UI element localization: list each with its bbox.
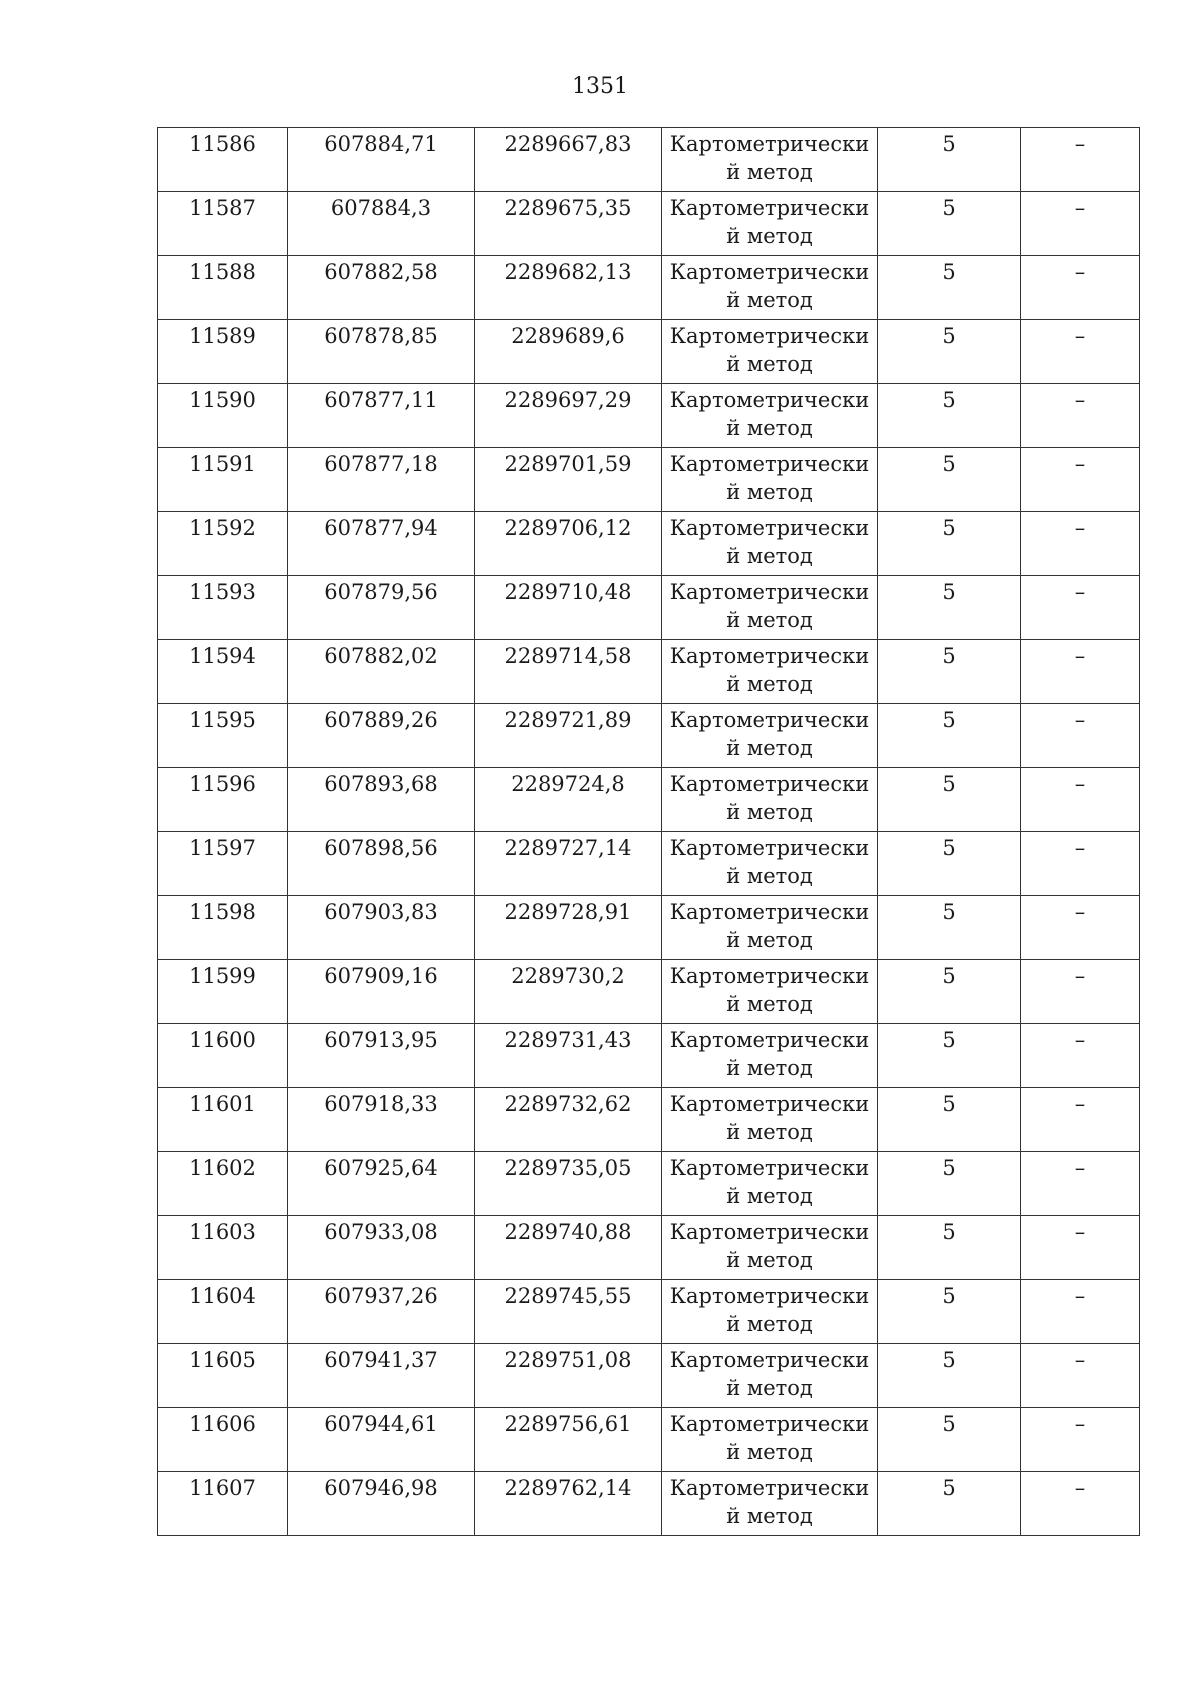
accuracy-text: 5 (942, 324, 956, 348)
y-coordinate-text: 2289762,14 (504, 1476, 632, 1500)
y-coordinate-cell (475, 832, 662, 896)
note-text: – (1074, 644, 1086, 668)
note-text: – (1074, 1476, 1086, 1500)
y-coordinate-cell (475, 960, 662, 1024)
x-coordinate-text: 607941,37 (324, 1348, 438, 1372)
note-text: – (1074, 900, 1086, 924)
method-text: Картометрически й метод (669, 900, 870, 952)
accuracy-cell (878, 1024, 1021, 1088)
table-row (158, 320, 1140, 384)
y-coordinate-text: 2289728,91 (504, 900, 632, 924)
x-coordinate-text: 607879,56 (324, 580, 438, 604)
table-row (158, 1088, 1140, 1152)
method-cell (662, 768, 878, 832)
point-number-text: 11594 (189, 644, 256, 668)
note-text: – (1074, 1220, 1086, 1244)
accuracy-text: 5 (942, 1348, 956, 1372)
y-coordinate-text: 2289745,55 (504, 1284, 632, 1308)
accuracy-cell (878, 640, 1021, 704)
page-number: 1351 (572, 74, 628, 99)
note-cell (1021, 832, 1140, 896)
accuracy-text: 5 (942, 644, 956, 668)
method-cell (662, 960, 878, 1024)
y-coordinate-cell (475, 704, 662, 768)
accuracy-text: 5 (942, 900, 956, 924)
point-number-cell (158, 640, 288, 704)
table-row (158, 1408, 1140, 1472)
x-coordinate-text: 607933,08 (324, 1220, 438, 1244)
note-text: – (1074, 260, 1086, 284)
y-coordinate-cell (475, 1408, 662, 1472)
point-number-cell (158, 512, 288, 576)
note-cell (1021, 1344, 1140, 1408)
method-text: Картометрически й метод (669, 1220, 870, 1272)
y-coordinate-text: 2289731,43 (504, 1028, 632, 1052)
y-coordinate-text: 2289701,59 (504, 452, 632, 476)
note-cell (1021, 1216, 1140, 1280)
y-coordinate-text: 2289697,29 (504, 388, 632, 412)
y-coordinate-text: 2289724,8 (511, 772, 625, 796)
note-text: – (1074, 1156, 1086, 1180)
x-coordinate-cell (288, 1472, 475, 1536)
x-coordinate-cell (288, 320, 475, 384)
y-coordinate-cell (475, 640, 662, 704)
table-body (158, 128, 1140, 1536)
table-row (158, 1024, 1140, 1088)
x-coordinate-text: 607877,94 (324, 516, 438, 540)
x-coordinate-cell (288, 1280, 475, 1344)
note-text: – (1074, 772, 1086, 796)
method-cell (662, 512, 878, 576)
note-cell (1021, 1280, 1140, 1344)
accuracy-text: 5 (942, 516, 956, 540)
point-number-text: 11587 (189, 196, 256, 220)
note-text: – (1074, 1092, 1086, 1116)
accuracy-cell (878, 384, 1021, 448)
accuracy-cell (878, 1280, 1021, 1344)
y-coordinate-cell (475, 1152, 662, 1216)
accuracy-cell (878, 1152, 1021, 1216)
accuracy-text: 5 (942, 1284, 956, 1308)
point-number-text: 11601 (189, 1092, 256, 1116)
point-number-cell (158, 1280, 288, 1344)
x-coordinate-text: 607909,16 (324, 964, 438, 988)
note-text: – (1074, 1412, 1086, 1436)
note-cell (1021, 704, 1140, 768)
y-coordinate-text: 2289675,35 (504, 196, 632, 220)
y-coordinate-cell (475, 1088, 662, 1152)
x-coordinate-cell (288, 1088, 475, 1152)
accuracy-text: 5 (942, 1028, 956, 1052)
method-text: Картометрически й метод (669, 1156, 870, 1208)
x-coordinate-cell (288, 256, 475, 320)
accuracy-cell (878, 192, 1021, 256)
x-coordinate-text: 607878,85 (324, 324, 438, 348)
method-cell (662, 256, 878, 320)
accuracy-cell (878, 1408, 1021, 1472)
point-number-text: 11589 (189, 324, 256, 348)
note-cell (1021, 1408, 1140, 1472)
y-coordinate-cell (475, 192, 662, 256)
y-coordinate-text: 2289730,2 (511, 964, 625, 988)
method-cell (662, 896, 878, 960)
note-cell (1021, 960, 1140, 1024)
point-number-cell (158, 320, 288, 384)
note-cell (1021, 1024, 1140, 1088)
x-coordinate-cell (288, 448, 475, 512)
method-text: Картометрически й метод (669, 132, 870, 184)
x-coordinate-text: 607898,56 (324, 836, 438, 860)
point-number-cell (158, 1344, 288, 1408)
y-coordinate-text: 2289740,88 (504, 1220, 632, 1244)
accuracy-cell (878, 704, 1021, 768)
point-number-cell (158, 832, 288, 896)
method-text: Картометрически й метод (669, 452, 870, 504)
method-cell (662, 1280, 878, 1344)
point-number-cell (158, 1216, 288, 1280)
coordinates-table (157, 127, 1140, 1536)
accuracy-cell (878, 1216, 1021, 1280)
accuracy-text: 5 (942, 1092, 956, 1116)
x-coordinate-text: 607918,33 (324, 1092, 438, 1116)
point-number-text: 11600 (189, 1028, 256, 1052)
x-coordinate-cell (288, 896, 475, 960)
point-number-text: 11606 (189, 1412, 256, 1436)
y-coordinate-cell (475, 576, 662, 640)
method-cell (662, 1216, 878, 1280)
x-coordinate-cell (288, 1152, 475, 1216)
x-coordinate-cell (288, 640, 475, 704)
table-row (158, 128, 1140, 192)
point-number-cell (158, 768, 288, 832)
note-cell (1021, 1088, 1140, 1152)
y-coordinate-text: 2289721,89 (504, 708, 632, 732)
y-coordinate-text: 2289732,62 (504, 1092, 632, 1116)
x-coordinate-cell (288, 1408, 475, 1472)
x-coordinate-cell (288, 704, 475, 768)
point-number-cell (158, 448, 288, 512)
method-text: Картометрически й метод (669, 964, 870, 1016)
method-text: Картометрически й метод (669, 1092, 870, 1144)
point-number-text: 11598 (189, 900, 256, 924)
point-number-cell (158, 384, 288, 448)
x-coordinate-text: 607882,02 (324, 644, 438, 668)
accuracy-text: 5 (942, 580, 956, 604)
table-row (158, 384, 1140, 448)
point-number-text: 11605 (189, 1348, 256, 1372)
y-coordinate-cell (475, 1024, 662, 1088)
method-text: Картометрически й метод (669, 196, 870, 248)
note-cell (1021, 768, 1140, 832)
point-number-text: 11599 (189, 964, 256, 988)
x-coordinate-cell (288, 512, 475, 576)
x-coordinate-text: 607903,83 (324, 900, 438, 924)
accuracy-cell (878, 256, 1021, 320)
table-row (158, 960, 1140, 1024)
y-coordinate-text: 2289710,48 (504, 580, 632, 604)
table-row (158, 448, 1140, 512)
accuracy-cell (878, 320, 1021, 384)
accuracy-cell (878, 960, 1021, 1024)
method-cell (662, 1152, 878, 1216)
method-text: Картометрически й метод (669, 836, 870, 888)
note-text: – (1074, 388, 1086, 412)
point-number-cell (158, 896, 288, 960)
note-text: – (1074, 964, 1086, 988)
x-coordinate-text: 607884,71 (324, 132, 438, 156)
note-text: – (1074, 1348, 1086, 1372)
point-number-cell (158, 1024, 288, 1088)
note-cell (1021, 320, 1140, 384)
table-row (158, 1472, 1140, 1536)
y-coordinate-text: 2289751,08 (504, 1348, 632, 1372)
y-coordinate-cell (475, 1472, 662, 1536)
accuracy-text: 5 (942, 196, 956, 220)
note-cell (1021, 448, 1140, 512)
accuracy-cell (878, 576, 1021, 640)
x-coordinate-cell (288, 1344, 475, 1408)
point-number-cell (158, 1088, 288, 1152)
point-number-text: 11607 (189, 1476, 256, 1500)
accuracy-text: 5 (942, 772, 956, 796)
method-text: Картометрически й метод (669, 1476, 870, 1528)
accuracy-cell (878, 512, 1021, 576)
x-coordinate-text: 607925,64 (324, 1156, 438, 1180)
note-cell (1021, 1472, 1140, 1536)
point-number-cell (158, 1152, 288, 1216)
y-coordinate-cell (475, 384, 662, 448)
accuracy-cell (878, 448, 1021, 512)
note-text: – (1074, 580, 1086, 604)
y-coordinate-cell (475, 320, 662, 384)
accuracy-cell (878, 1344, 1021, 1408)
y-coordinate-text: 2289706,12 (504, 516, 632, 540)
y-coordinate-text: 2289667,83 (504, 132, 632, 156)
accuracy-text: 5 (942, 1476, 956, 1500)
method-text: Картометрически й метод (669, 580, 870, 632)
y-coordinate-text: 2289756,61 (504, 1412, 632, 1436)
point-number-text: 11590 (189, 388, 256, 412)
note-cell (1021, 640, 1140, 704)
method-cell (662, 576, 878, 640)
y-coordinate-cell (475, 1216, 662, 1280)
y-coordinate-cell (475, 896, 662, 960)
note-cell (1021, 128, 1140, 192)
table-row (158, 896, 1140, 960)
method-text: Картометрически й метод (669, 708, 870, 760)
note-text: – (1074, 324, 1086, 348)
point-number-text: 11597 (189, 836, 256, 860)
method-cell (662, 1408, 878, 1472)
method-text: Картометрически й метод (669, 644, 870, 696)
method-cell (662, 1088, 878, 1152)
point-number-cell (158, 256, 288, 320)
accuracy-cell (878, 768, 1021, 832)
note-text: – (1074, 1028, 1086, 1052)
y-coordinate-cell (475, 1280, 662, 1344)
note-cell (1021, 384, 1140, 448)
point-number-text: 11586 (189, 132, 256, 156)
y-coordinate-cell (475, 256, 662, 320)
x-coordinate-text: 607937,26 (324, 1284, 438, 1308)
y-coordinate-text: 2289689,6 (511, 324, 625, 348)
point-number-cell (158, 1408, 288, 1472)
point-number-text: 11603 (189, 1220, 256, 1244)
method-cell (662, 1024, 878, 1088)
method-cell (662, 832, 878, 896)
x-coordinate-text: 607913,95 (324, 1028, 438, 1052)
x-coordinate-cell (288, 1024, 475, 1088)
table-row (158, 1280, 1140, 1344)
note-text: – (1074, 452, 1086, 476)
method-cell (662, 128, 878, 192)
table-row (158, 768, 1140, 832)
accuracy-text: 5 (942, 132, 956, 156)
table-row (158, 512, 1140, 576)
x-coordinate-cell (288, 128, 475, 192)
accuracy-text: 5 (942, 1156, 956, 1180)
point-number-cell (158, 1472, 288, 1536)
y-coordinate-text: 2289682,13 (504, 260, 632, 284)
note-text: – (1074, 836, 1086, 860)
method-text: Картометрически й метод (669, 772, 870, 824)
method-text: Картометрически й метод (669, 324, 870, 376)
point-number-cell (158, 704, 288, 768)
x-coordinate-text: 607944,61 (324, 1412, 438, 1436)
x-coordinate-cell (288, 1216, 475, 1280)
method-cell (662, 1344, 878, 1408)
method-text: Картометрически й метод (669, 516, 870, 568)
table-row (158, 704, 1140, 768)
table-row (158, 640, 1140, 704)
accuracy-cell (878, 1088, 1021, 1152)
point-number-text: 11595 (189, 708, 256, 732)
y-coordinate-text: 2289714,58 (504, 644, 632, 668)
note-cell (1021, 896, 1140, 960)
y-coordinate-text: 2289727,14 (504, 836, 632, 860)
point-number-text: 11591 (189, 452, 256, 476)
y-coordinate-cell (475, 128, 662, 192)
x-coordinate-cell (288, 832, 475, 896)
accuracy-text: 5 (942, 836, 956, 860)
note-cell (1021, 1152, 1140, 1216)
point-number-cell (158, 576, 288, 640)
point-number-cell (158, 128, 288, 192)
table-row (158, 1216, 1140, 1280)
x-coordinate-cell (288, 576, 475, 640)
note-text: – (1074, 196, 1086, 220)
accuracy-cell (878, 1472, 1021, 1536)
point-number-text: 11596 (189, 772, 256, 796)
note-text: – (1074, 1284, 1086, 1308)
method-cell (662, 640, 878, 704)
x-coordinate-text: 607884,3 (330, 196, 432, 220)
accuracy-text: 5 (942, 452, 956, 476)
x-coordinate-text: 607877,18 (324, 452, 438, 476)
accuracy-cell (878, 896, 1021, 960)
point-number-text: 11604 (189, 1284, 256, 1308)
note-text: – (1074, 516, 1086, 540)
y-coordinate-cell (475, 448, 662, 512)
x-coordinate-text: 607877,11 (324, 388, 438, 412)
method-text: Картометрически й метод (669, 1348, 870, 1400)
x-coordinate-text: 607889,26 (324, 708, 438, 732)
note-text: – (1074, 132, 1086, 156)
note-cell (1021, 576, 1140, 640)
y-coordinate-cell (475, 512, 662, 576)
x-coordinate-text: 607946,98 (324, 1476, 438, 1500)
table-row (158, 1344, 1140, 1408)
accuracy-cell (878, 128, 1021, 192)
note-cell (1021, 192, 1140, 256)
method-text: Картометрически й метод (669, 260, 870, 312)
point-number-text: 11602 (189, 1156, 256, 1180)
y-coordinate-text: 2289735,05 (504, 1156, 632, 1180)
method-cell (662, 384, 878, 448)
accuracy-text: 5 (942, 388, 956, 412)
x-coordinate-cell (288, 768, 475, 832)
accuracy-text: 5 (942, 260, 956, 284)
note-text: – (1074, 708, 1086, 732)
method-cell (662, 1472, 878, 1536)
method-text: Картометрически й метод (669, 1284, 870, 1336)
method-text: Картометрически й метод (669, 388, 870, 440)
table-row (158, 832, 1140, 896)
y-coordinate-cell (475, 768, 662, 832)
method-cell (662, 704, 878, 768)
x-coordinate-cell (288, 960, 475, 1024)
table-row (158, 576, 1140, 640)
table-row (158, 1152, 1140, 1216)
accuracy-text: 5 (942, 1220, 956, 1244)
method-text: Картометрически й метод (669, 1028, 870, 1080)
method-text: Картометрически й метод (669, 1412, 870, 1464)
point-number-text: 11592 (189, 516, 256, 540)
table-row (158, 192, 1140, 256)
accuracy-text: 5 (942, 708, 956, 732)
x-coordinate-text: 607882,58 (324, 260, 438, 284)
note-cell (1021, 512, 1140, 576)
point-number-text: 11593 (189, 580, 256, 604)
method-cell (662, 320, 878, 384)
method-cell (662, 448, 878, 512)
note-cell (1021, 256, 1140, 320)
accuracy-text: 5 (942, 964, 956, 988)
point-number-text: 11588 (189, 260, 256, 284)
point-number-cell (158, 960, 288, 1024)
x-coordinate-cell (288, 192, 475, 256)
point-number-cell (158, 192, 288, 256)
y-coordinate-cell (475, 1344, 662, 1408)
accuracy-cell (878, 832, 1021, 896)
x-coordinate-text: 607893,68 (324, 772, 438, 796)
accuracy-text: 5 (942, 1412, 956, 1436)
method-cell (662, 192, 878, 256)
x-coordinate-cell (288, 384, 475, 448)
table-row (158, 256, 1140, 320)
